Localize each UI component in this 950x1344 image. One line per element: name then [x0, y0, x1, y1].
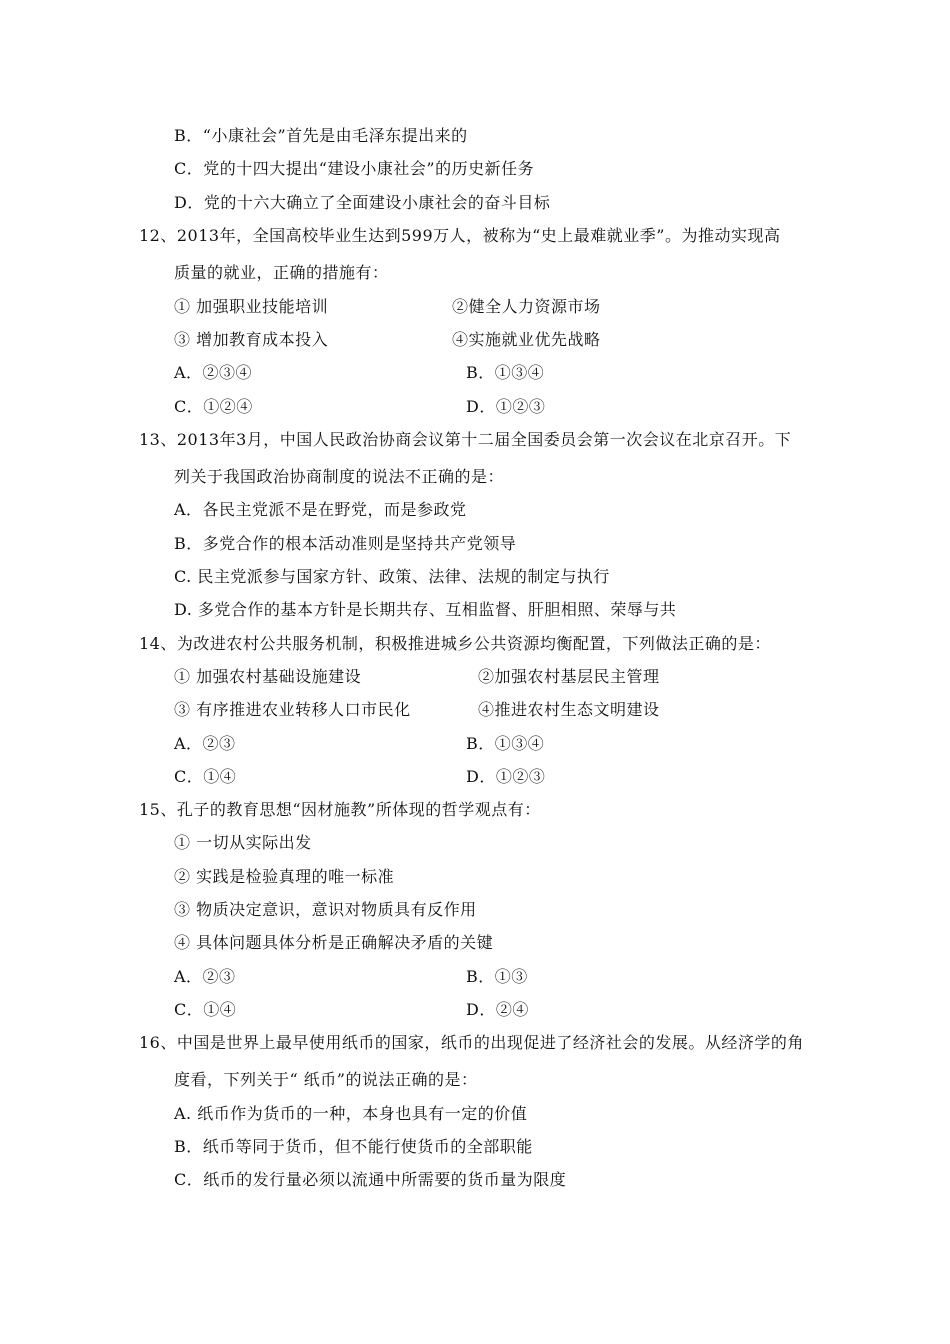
q14-choice-d: D．①②③	[466, 767, 546, 786]
q14-choice-b: B．①③④	[466, 734, 545, 753]
q16-stem: 16、中国是世界上最早使用纸币的国家，纸币的出现促进了经济社会的发展。从经济学的角	[139, 1033, 804, 1052]
q12-item-4: ④实施就业优先战略	[452, 330, 601, 349]
q12-choice-c: C．①②④	[174, 397, 253, 416]
q15-item-1: ① 一切从实际出发	[174, 833, 312, 852]
q15-stem: 15、孔子的教育思想“因材施教”所体现的哲学观点有：	[139, 800, 541, 819]
q15-choice-a: A．②③	[174, 967, 236, 986]
q15-choice-d: D．②④	[466, 1000, 529, 1019]
q11-option-b: B．“小康社会”首先是由毛泽东提出来的	[174, 126, 468, 145]
q12-item-3: ③ 增加教育成本投入	[174, 330, 329, 349]
q14-stem: 14、为改进农村公共服务机制，积极推进城乡公共资源均衡配置，下列做法正确的是：	[139, 634, 771, 653]
q16-option-b: B．纸币等同于货币，但不能行使货币的全部职能	[174, 1137, 533, 1156]
q16-stem-cont: 度看，下列关于“ 纸币”的说法正确的是：	[174, 1070, 478, 1089]
q14-item-4: ④推进农村生态文明建设	[478, 700, 660, 719]
q15-item-3: ③ 物质决定意识，意识对物质具有反作用	[174, 900, 477, 919]
q15-item-2: ② 实践是检验真理的唯一标准	[174, 867, 395, 886]
q12-item-2: ②健全人力资源市场	[452, 297, 601, 316]
q13-stem: 13、2013年3月，中国人民政治协商会议第十二届全国委员会第一次会议在北京召开。下	[139, 430, 792, 449]
q13-option-d: D. 多党合作的基本方针是长期共存、互相监督、肝胆相照、荣辱与共	[174, 600, 677, 619]
q16-option-a: A. 纸币作为货币的一种，本身也具有一定的价值	[174, 1104, 528, 1123]
q14-choice-a: A．②③	[174, 734, 236, 753]
q13-option-a: A．各民主党派不是在野党，而是参政党	[174, 500, 467, 519]
q12-choice-a: A．②③④	[174, 363, 253, 382]
q15-item-4: ④ 具体问题具体分析是正确解决矛盾的关键	[174, 933, 494, 952]
q12-choice-d: D．①②③	[466, 397, 546, 416]
q14-choice-c: C．①④	[174, 767, 237, 786]
q15-choice-b: B．①③	[466, 967, 528, 986]
q14-item-1: ① 加强农村基础设施建设	[174, 667, 362, 686]
q12-stem: 12、2013年，全国高校毕业生达到599万人，被称为“史上最难就业季”。为推动实现高	[139, 226, 781, 245]
q13-option-b: B．多党合作的根本活动准则是坚持共产党领导	[174, 534, 517, 553]
q15-choice-c: C．①④	[174, 1000, 237, 1019]
q12-stem-cont: 质量的就业，正确的措施有：	[174, 263, 389, 282]
q13-option-c: C. 民主党派参与国家方针、政策、法律、法规的制定与执行	[174, 567, 610, 586]
q13-stem-cont: 列关于我国政治协商制度的说法不正确的是：	[174, 467, 505, 486]
q14-item-3: ③ 有序推进农业转移人口市民化	[174, 700, 411, 719]
q12-choice-b: B．①③④	[466, 363, 545, 382]
q16-option-c: C．纸币的发行量必须以流通中所需要的货币量为限度	[174, 1170, 567, 1189]
q14-item-2: ②加强农村基层民主管理	[478, 667, 660, 686]
q12-item-1: ① 加强职业技能培训	[174, 297, 329, 316]
q11-option-d: D．党的十六大确立了全面建设小康社会的奋斗目标	[174, 193, 551, 212]
q11-option-c: C．党的十四大提出“建设小康社会”的历史新任务	[174, 159, 535, 178]
